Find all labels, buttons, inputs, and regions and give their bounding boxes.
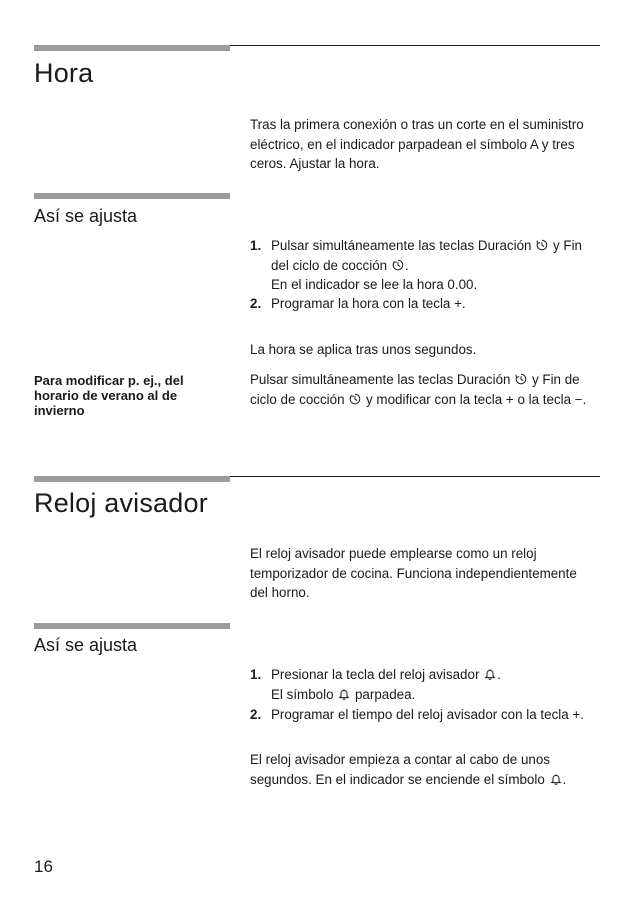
reloj-closing-text bbox=[250, 750, 595, 789]
section-rule-reloj bbox=[230, 476, 600, 477]
modify-text: Pulsar simultáneamente las teclas Duración bbox=[250, 372, 511, 387]
section-bar-reloj bbox=[34, 476, 230, 482]
bell-icon bbox=[484, 668, 496, 680]
hora-intro-text: Tras la primera conexión o tras un corte en el suministro eléctrico, en el indicador parpadean el símbolo A y tres ceros. Ajustar la hora. bbox=[250, 117, 584, 171]
subsection-title-reloj: Así se ajusta bbox=[34, 635, 138, 655]
step-text: . bbox=[497, 667, 501, 682]
section-title-hora: Hora bbox=[34, 58, 94, 88]
step-number: 2. bbox=[250, 707, 262, 722]
timer-duration-icon bbox=[515, 373, 527, 385]
hora-step-1 bbox=[250, 236, 595, 295]
hora-modify-text bbox=[250, 370, 595, 409]
reloj-step-1 bbox=[250, 665, 595, 704]
step-text: Pulsar simultáneamente las teclas Duración bbox=[271, 238, 532, 253]
step-text: Presionar la tecla del reloj avisador bbox=[271, 667, 480, 682]
step-subtext: parpadea. bbox=[354, 686, 416, 702]
closing-text: El reloj avisador empieza a contar al cabo de unos segundos. En el indicador se enciende el símbolo bbox=[250, 752, 550, 787]
step-text: y Fin del ciclo de cocción bbox=[271, 238, 582, 273]
cycle-end-icon bbox=[392, 259, 404, 271]
subsection-bar-hora bbox=[34, 193, 230, 199]
step-text: Programar el tiempo del reloj avisador con la tecla +. bbox=[271, 707, 584, 722]
subsection-title-hora: Así se ajusta bbox=[34, 206, 138, 226]
step-number: 2. bbox=[250, 296, 262, 311]
step-number: 1. bbox=[250, 238, 262, 253]
reloj-step-2 bbox=[250, 705, 595, 725]
step-text: . bbox=[404, 257, 409, 273]
closing-text: . bbox=[562, 771, 567, 787]
step-number: 1. bbox=[250, 667, 262, 682]
bell-icon bbox=[550, 773, 562, 785]
timer-duration-icon bbox=[536, 239, 548, 251]
subsection-bar-reloj bbox=[34, 623, 230, 629]
section-bar-hora bbox=[34, 45, 230, 51]
bell-icon bbox=[338, 688, 350, 700]
section-rule-hora bbox=[230, 45, 600, 46]
modify-text: y Fin de ciclo de cocción bbox=[250, 372, 580, 407]
reloj-intro-text: El reloj avisador puede emplearse como un reloj temporizador de cocina. Funciona independientemente del horno. bbox=[250, 546, 577, 600]
step-subtext: El símbolo bbox=[271, 686, 334, 702]
hora-step-2 bbox=[250, 294, 595, 314]
page-number: 16 bbox=[34, 857, 53, 876]
hora-side-label: Para modificar p. ej., del horario de verano al de invierno bbox=[34, 373, 184, 418]
step-subtext: En el indicador se lee la hora 0.00. bbox=[271, 277, 478, 292]
cycle-end-icon bbox=[349, 393, 361, 405]
hora-after-text: La hora se aplica tras unos segundos. bbox=[250, 342, 477, 357]
section-title-reloj: Reloj avisador bbox=[34, 488, 208, 518]
modify-text: y modificar con la tecla + o la tecla −. bbox=[366, 391, 587, 407]
step-text: Programar la hora con la tecla +. bbox=[271, 296, 466, 311]
